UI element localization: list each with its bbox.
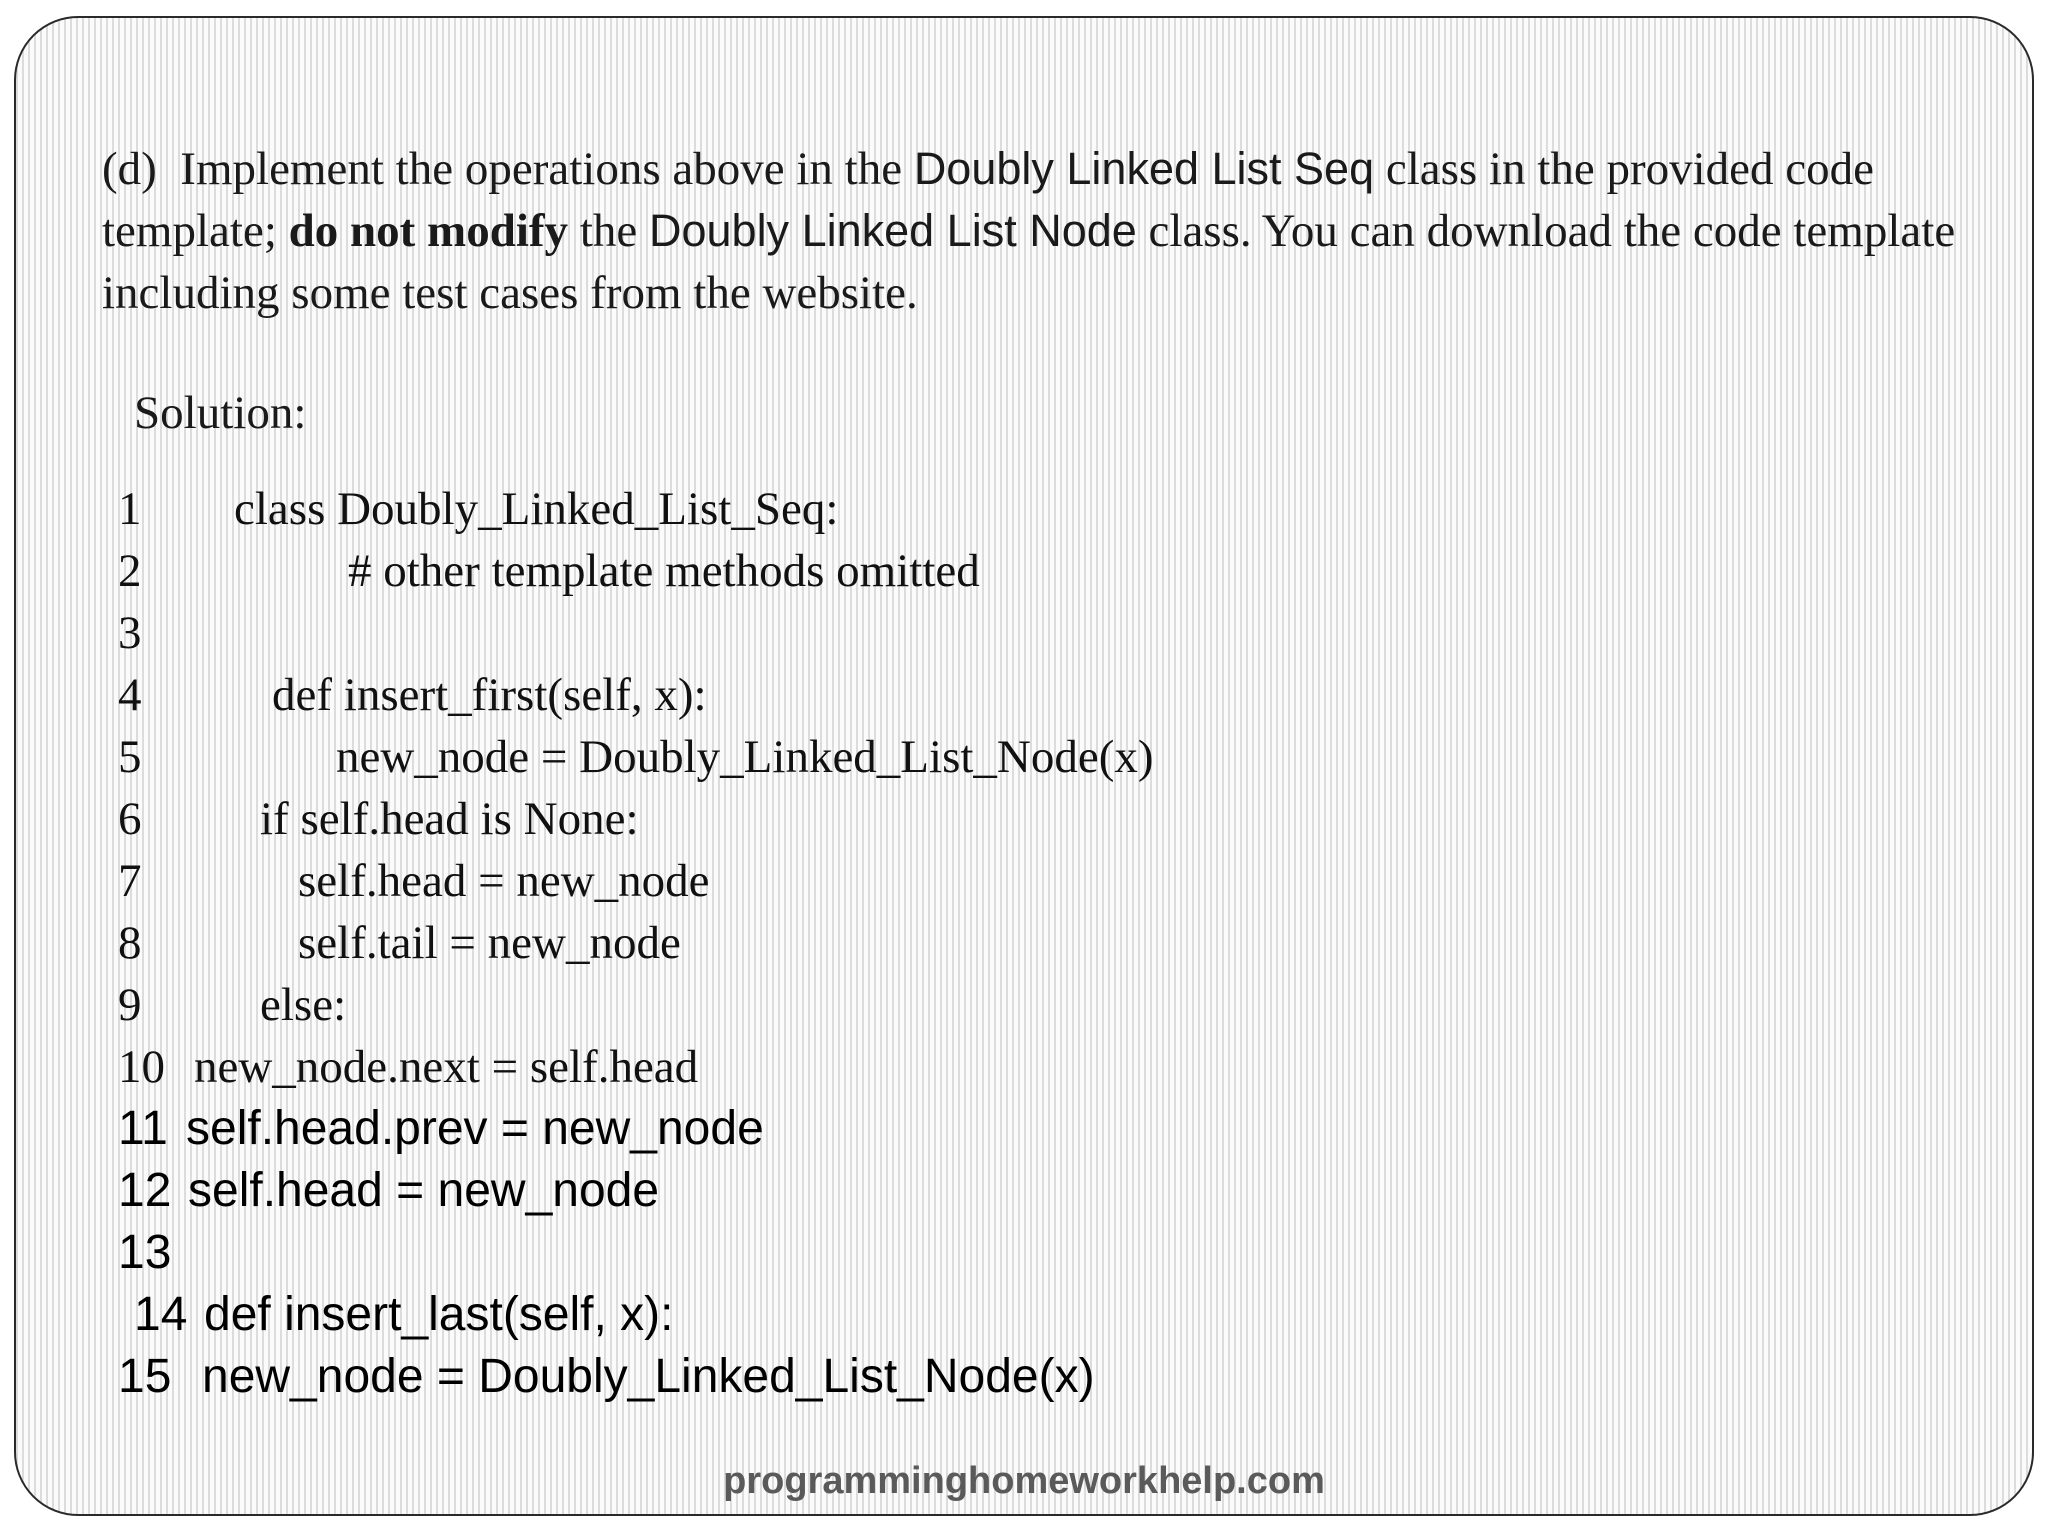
statement-emphasis: do not modify <box>288 205 569 257</box>
code-text: new_node.next = self.head <box>194 1041 699 1093</box>
code-line <box>16 788 639 850</box>
code-text: new_node = Doubly_Linked_List_Node(x) <box>202 1350 1095 1403</box>
line-number: 14 <box>134 1288 188 1341</box>
statement-suffix: class. You can download the code template including some test cases from the website. <box>102 205 1967 319</box>
code-line <box>16 726 1154 788</box>
code-text: def insert_last(self, x): <box>204 1288 674 1341</box>
code-text: def insert_first(self, x): <box>272 669 707 721</box>
line-number: 13 <box>118 1226 172 1279</box>
code-line <box>16 1222 172 1284</box>
class-name-seq: Doubly Linked List Seq <box>913 143 1375 194</box>
line-number: 7 <box>118 855 142 907</box>
line-number: 5 <box>118 731 142 783</box>
line-number: 4 <box>118 669 142 721</box>
line-number: 11 <box>118 1102 168 1155</box>
line-number: 2 <box>118 545 142 597</box>
code-text: self.head.prev = new_node <box>186 1102 764 1155</box>
class-name-node: Doubly Linked List Node <box>648 205 1137 256</box>
footer-watermark: programminghomeworkhelp.com <box>723 1460 1325 1502</box>
statement-prefix: (d) Implement the operations above in the <box>102 143 914 195</box>
code-line <box>16 540 980 602</box>
code-line <box>16 1098 764 1160</box>
code-line <box>16 912 681 974</box>
code-line <box>16 664 707 726</box>
code-line <box>16 1346 1095 1408</box>
statement-mid-1: class in the provided code template; <box>102 143 1886 257</box>
code-text: if self.head is None: <box>260 793 639 845</box>
code-line <box>16 850 710 912</box>
solution-label: Solution: <box>134 387 307 439</box>
code-text: class Doubly_Linked_List_Seq: <box>234 483 839 535</box>
line-number: 9 <box>118 979 142 1031</box>
code-text: new_node = Doubly_Linked_List_Node(x) <box>336 731 1154 783</box>
line-number: 6 <box>118 793 142 845</box>
code-line <box>16 1036 699 1098</box>
code-text: self.tail = new_node <box>298 917 681 969</box>
code-line <box>16 602 142 664</box>
code-line <box>16 478 839 540</box>
code-text: else: <box>260 979 347 1031</box>
line-number: 1 <box>118 483 142 535</box>
code-text: self.head = new_node <box>188 1164 660 1217</box>
statement-mid-2: the <box>568 205 649 257</box>
code-text: self.head = new_node <box>298 855 710 907</box>
line-number: 15 <box>118 1350 172 1403</box>
slide-frame <box>14 16 2034 1516</box>
line-number: 12 <box>118 1164 172 1217</box>
code-text: # other template methods omitted <box>348 545 980 597</box>
problem-statement <box>102 138 2002 324</box>
code-line <box>16 1160 660 1222</box>
line-number: 3 <box>118 607 142 659</box>
code-line <box>16 1284 674 1346</box>
line-number: 10 <box>118 1041 165 1093</box>
code-line <box>16 974 347 1036</box>
line-number: 8 <box>118 917 142 969</box>
